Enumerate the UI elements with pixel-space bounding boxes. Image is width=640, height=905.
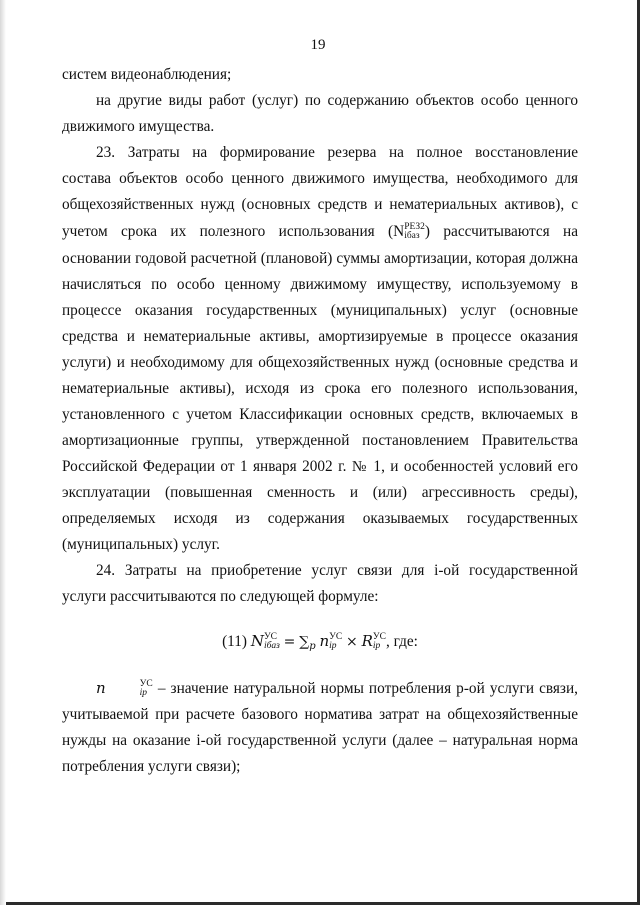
paragraph-23 bbox=[62, 140, 578, 558]
text-line: нематериальные активы), исходя из срока его полезного использования, bbox=[62, 380, 578, 397]
text-line: эксплуатации (повышенная сменность и (или) агрессивность среды), bbox=[62, 484, 578, 501]
text-line: общехозяйственных нужд (основных средств и нематериальных активов), с bbox=[62, 196, 578, 213]
text-line: (муниципальных) услуг. bbox=[62, 536, 221, 553]
text-line: Российской Федерации от 1 января 2002 г. № 1, и особенностей условий его bbox=[62, 458, 578, 475]
body-text bbox=[62, 62, 578, 780]
definition-n bbox=[62, 674, 578, 780]
n-symbol: n УС ip bbox=[96, 679, 153, 699]
text-line: процессе оказания государственных (муниципальных) услуг (основные bbox=[62, 302, 578, 319]
text-line-with-symbol bbox=[62, 218, 578, 246]
reserve-symbol: (N РЕЗ2 iбаз ) bbox=[388, 222, 431, 242]
page-number: 19 bbox=[310, 37, 326, 53]
text-fragment: рассчитываются на bbox=[443, 223, 579, 240]
text-line: 23. Затраты на формирование резерва на полное восстановление bbox=[96, 144, 578, 161]
text-line: нужды на оказание i-ой государственной услуги (далее – натуральная норма bbox=[62, 732, 578, 749]
formula-number: (11) bbox=[222, 633, 247, 650]
text-line: основании годовой расчетной (плановой) суммы амортизации, которая должна bbox=[62, 250, 578, 267]
text-line: определяемых исходя из содержания оказываемых государственных bbox=[62, 510, 578, 527]
definition-first-line bbox=[62, 674, 578, 702]
formula-11: (11) N УС iбаз = ∑p n УС ip × R УС ip , где: bbox=[222, 632, 418, 652]
text-line: начисляться по особо ценному движимому имуществу, используемому в bbox=[62, 276, 578, 293]
text-line: учитываемой при расчете базового норматива затрат на общехозяйственные bbox=[62, 706, 578, 723]
paragraph-24 bbox=[62, 558, 578, 610]
text-line: средства и нематериальные активы, амортизируемые в процессе оказания bbox=[62, 328, 578, 345]
text-fragment: учетом срока их полезного использования bbox=[62, 223, 375, 240]
text-line: движимого имущества. bbox=[62, 118, 215, 135]
text-line: систем видеонаблюдения; bbox=[62, 66, 232, 83]
text-line: услуги рассчитываются по следующей формуле: bbox=[62, 588, 379, 605]
text-line: услуги) и необходимому для общехозяйственных нужд (основные средства и bbox=[62, 354, 578, 371]
text-line: на другие виды работ (услуг) по содержанию объектов особо ценного bbox=[96, 92, 578, 109]
text-fragment: – значение натуральной нормы потребления p-ой услуги связи, bbox=[157, 680, 578, 697]
text-line: амортизационные группы, утвержденной постановлением Правительства bbox=[62, 432, 578, 449]
text-line: потребления услуги связи); bbox=[62, 758, 241, 775]
text-line: установленного с учетом Классификации основных средств, включаемых в bbox=[62, 406, 578, 423]
text-line: 24. Затраты на приобретение услуг связи для i-ой государственной bbox=[96, 562, 578, 579]
text-line: состава объектов особо ценного движимого имущества, необходимого для bbox=[62, 170, 578, 187]
